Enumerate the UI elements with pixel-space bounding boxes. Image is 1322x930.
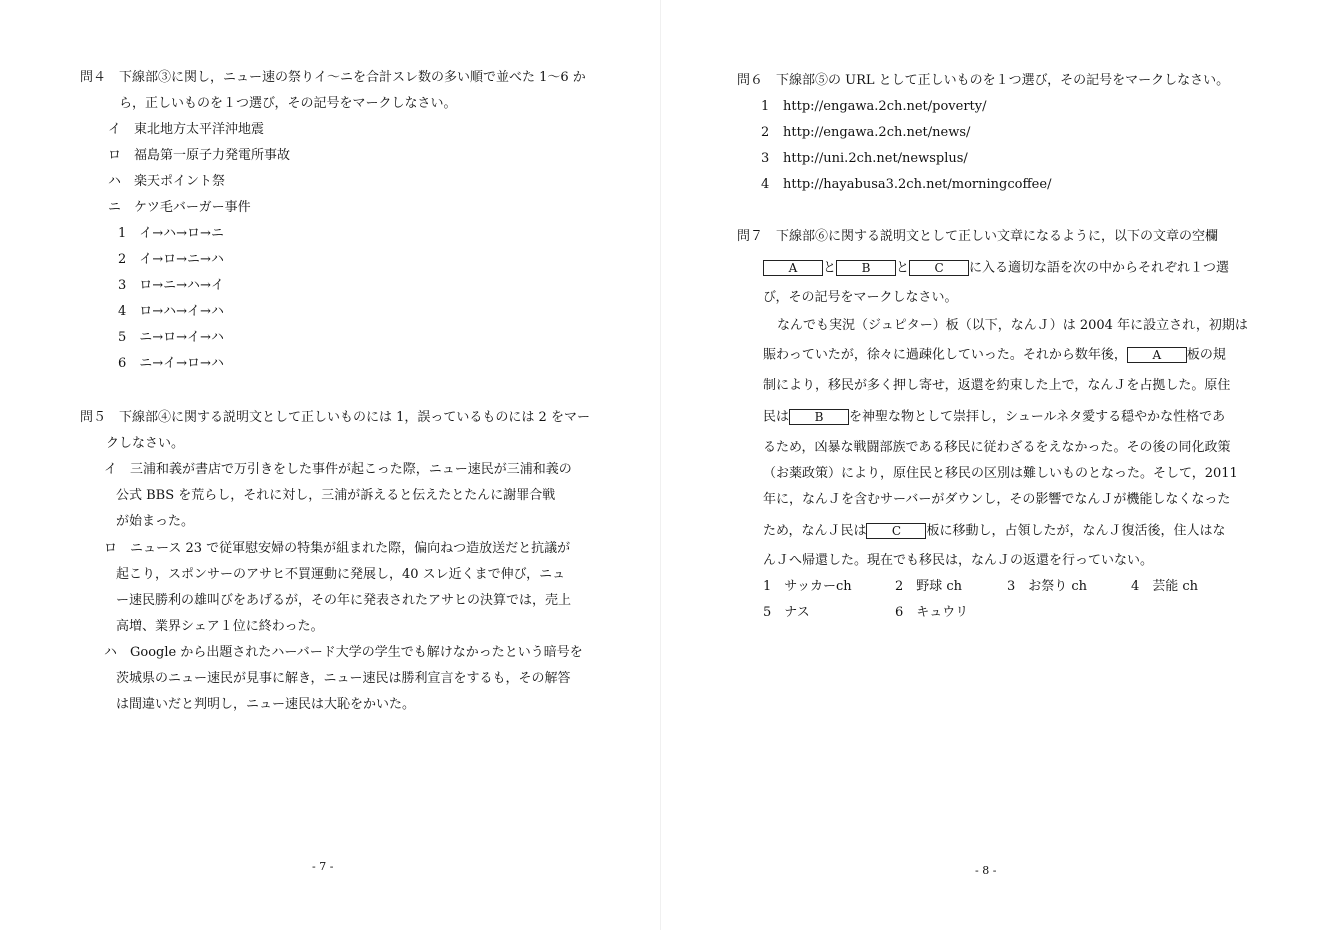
q5-question-line1: 問５ 下線部④に関する説明文として正しいものには 1，誤っているものには 2 をマー [80, 410, 590, 425]
q6-option-url: http://engawa.2ch.net/poverty/ [783, 99, 987, 114]
passage-text: 民は [763, 409, 790, 425]
q7-passage-line: なんでも実況（ジュピター）板（以下，なんＪ）は 2004 年に設立され，初期は [777, 318, 1248, 333]
q4-item: ロ 福島第一原子力発電所事故 [108, 148, 291, 163]
q5-statement-line: ー速民勝利の雄叫びをあげるが，その年に発表されたアサヒの決算では，売上 [116, 593, 572, 608]
q7-passage-line: んＪへ帰還した。現在でも移民は，なんＪの返還を行っていない。 [763, 553, 1154, 568]
q6-option [761, 177, 1051, 193]
connector-to: と [896, 260, 910, 276]
q4-item: ハ 楽天ポイント祭 [108, 174, 226, 189]
q6-option [761, 151, 968, 167]
q4-item: イ 東北地方太平洋沖地震 [108, 122, 265, 137]
q7-choice: 3 お祭り ch [1007, 579, 1088, 594]
connector-to: と [823, 260, 837, 276]
q7-passage-line: るため，凶暴な戦闘部族である移民に従わざるをえなかった。その後の同化政策 [763, 440, 1231, 455]
passage-text: ため，なんＪ民は [763, 523, 867, 539]
q4-option: 3 ロ→ニ→ハ→イ [118, 278, 224, 293]
q7-blank-line [763, 260, 1229, 277]
q5-statement-line: 高増、業界シェア１位に終わった。 [116, 619, 324, 634]
blank-box-a: A [1127, 347, 1187, 363]
q4-option: 6 ニ→イ→ロ→ハ [118, 356, 224, 371]
q7-passage-line: 年に，なんＪを含むサーバーがダウンし，その影響でなんＪが機能しなくなった [763, 492, 1231, 507]
q7-passage-line: 制により，移民が多く押し寄せ，返還を約束した上で，なんＪを占拠した。原住 [763, 378, 1231, 393]
blank-box-b: B [789, 409, 849, 425]
q5-statement-line: イ 三浦和義が書店で万引きをした事件が起こった際，ニュー速民が三浦和義の [104, 462, 572, 477]
q7-question: 問７ 下線部⑥に関する説明文として正しい文章になるように，以下の文章の空欄 [737, 229, 1219, 244]
page-7 [0, 0, 660, 930]
q4-option: 4 ロ→ハ→イ→ハ [118, 304, 224, 319]
q5-statement-line: 茨城県のニュー速民が見事に解き，ニュー速民は勝利宣言をするも，その解答 [116, 671, 571, 686]
page-8 [660, 0, 1322, 930]
q7-choice: 4 芸能 ch [1131, 579, 1199, 594]
q7-choices-row2 [763, 605, 968, 621]
blank-box-c: C [909, 260, 969, 276]
q6-option-number: 2 [761, 125, 770, 140]
q6-option-number: 3 [761, 151, 770, 166]
blank-box-b: B [836, 260, 896, 276]
q4-option: 2 イ→ロ→ニ→ハ [118, 252, 224, 267]
q4-question-line1: 問４ 下線部③に関し，ニュー速の祭りイ～ニを合計スレ数の多い順で並べた 1～6 か [80, 70, 586, 85]
passage-text: 賑わっていたが，徐々に過疎化していった。それから数年後， [763, 347, 1127, 363]
q7-passage-line: （お薬政策）により，原住民と移民の区別は難しいものとなった。そして，2011 [763, 466, 1238, 481]
q5-statement-line: ロ ニュース 23 で従軍慰安婦の特集が組まれた際，偏向ねつ造放送だと抗議が [104, 541, 571, 556]
q5-statement-line: は間違いだと判明し，ニュー速民は大恥をかいた。 [116, 697, 416, 712]
q5-statement-line: 公式 BBS を荒らし，それに対し，三浦が訴えると伝えたとたんに謝罪合戦 [116, 488, 556, 503]
q4-question-line2: ら，正しいものを１つ選び，その記号をマークしなさい。 [119, 96, 457, 111]
passage-text: 板に移動し，占領したが，なんＪ復活後，住人はな [926, 523, 1226, 539]
passage-text: を神聖な物として崇拝し，シュールネタ愛する穏やかな性格であ [849, 409, 1226, 425]
page-number: - 8 - [975, 864, 997, 877]
q7-passage-line [763, 523, 1226, 540]
q7-line3: び，その記号をマークしなさい。 [763, 290, 958, 305]
q5-statement-line: ハ Google から出題されたハーバード大学の学生でも解けなかったという暗号を [104, 645, 583, 660]
q6-question: 問６ 下線部⑤の URL として正しいものを１つ選び，その記号をマークしなさい。 [737, 73, 1230, 88]
q7-passage-line [763, 409, 1225, 426]
q6-option-number: 4 [761, 177, 770, 192]
q7-choice: 2 野球 ch [895, 579, 963, 594]
page-number: - 7 - [312, 860, 334, 873]
q6-option [761, 125, 970, 141]
q7-choices-row1 [763, 579, 1198, 595]
q6-option-url: http://engawa.2ch.net/news/ [783, 125, 971, 140]
q7-line2-text: に入る適切な語を次の中からそれぞれ１つ選 [969, 260, 1230, 276]
q5-statement-line: が始まった。 [116, 514, 195, 529]
q6-option-number: 1 [761, 99, 770, 114]
passage-text: 板の規 [1186, 347, 1226, 363]
blank-box-a: A [763, 260, 823, 276]
q6-option [761, 99, 987, 115]
q5-statement-line: 起こり，スポンサーのアサヒ不買運動に発展し，40 スレ近くまで伸び，ニュ [116, 567, 566, 582]
q7-choice: 5 ナス [763, 605, 810, 620]
q4-option: 1 イ→ハ→ロ→ニ [118, 226, 224, 241]
q5-question-line2: クしなさい。 [106, 436, 185, 451]
q7-choice: 1 サッカーch [763, 579, 852, 594]
q6-option-url: http://hayabusa3.2ch.net/morningcoffee/ [783, 177, 1052, 192]
q7-passage-line [763, 347, 1226, 364]
q4-item: ニ ケツ毛バーガー事件 [108, 200, 251, 215]
blank-box-c: C [866, 523, 926, 539]
q6-option-url: http://uni.2ch.net/newsplus/ [783, 151, 968, 166]
q7-choice: 6 キュウリ [895, 605, 969, 620]
q4-option: 5 ニ→ロ→イ→ハ [118, 330, 224, 345]
